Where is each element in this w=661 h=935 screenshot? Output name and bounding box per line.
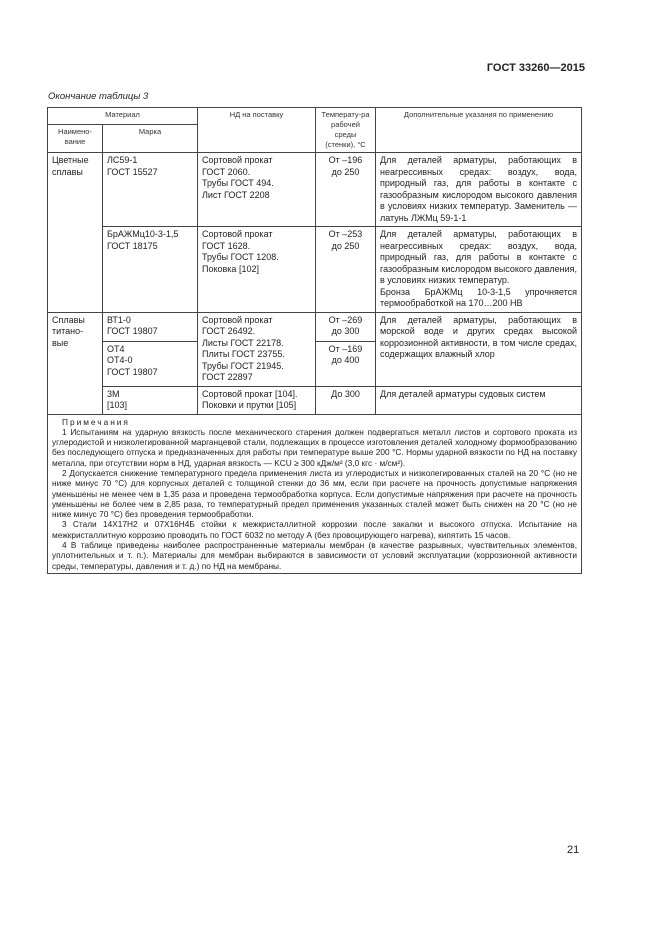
nd-cell: Сортовой прокат ГОСТ 26492. Листы ГОСТ 22178. Плиты ГОСТ 23755. Трубы ГОСТ 21945. ГОСТ 22897 bbox=[198, 312, 316, 386]
nd-cell: Сортовой прокат [104]. Поковки и прутки [105] bbox=[198, 386, 316, 414]
temp-cell: От –196 до 250 bbox=[316, 153, 376, 227]
table-row bbox=[48, 227, 582, 313]
grade-cell: ВТ1-0 ГОСТ 19807 bbox=[103, 312, 198, 341]
table-row bbox=[48, 312, 582, 341]
standard-number: ГОСТ 33260—2015 bbox=[486, 62, 585, 74]
table-caption: Окончание таблицы 3 bbox=[48, 91, 149, 102]
notes-title: Примечания bbox=[62, 416, 130, 427]
nd-cell: Сортовой прокат ГОСТ 2060. Трубы ГОСТ 494. Лист ГОСТ 2208 bbox=[198, 153, 316, 227]
note-1: 1 Испытаниям на ударную вязкость после механического старения должен подвергаться металл листов и сортового проката из углеродистой и низколегированной марганцевой стали, подлежащих в процессе изготовления деталей холодному формообразованию без последующего отпуска и предназначенных для работы при температуре выше 200 °С. Нормы ударной вязкости по НД на поставку металла, при отсутствии норм в НД, ударная вязкость — KCU ≥ 300 кДж/м² (3,0 кгс · м/см²). bbox=[52, 426, 577, 468]
temp-cell: До 300 bbox=[316, 386, 376, 414]
header-notes: Дополнительные указания по применению bbox=[376, 108, 582, 153]
note-4: 4 В таблице приведены наиболее распространенные материалы мембран (в качестве разрывных, чувствительных элементов, уплотнительных и т. п.). Материалы для мембран выбираются в зависимости от условий эксплуатации (коррозионной активности среды, температуры, давления и т. д.) по НД на мембраны. bbox=[52, 540, 577, 571]
header-temp: Температу-ра рабочей среды (стенки), °С bbox=[316, 108, 376, 153]
material-name: Цветные сплавы bbox=[48, 153, 103, 313]
header-name: Наимено-вание bbox=[48, 124, 103, 152]
page-number: 21 bbox=[567, 844, 580, 856]
temp-cell: От –269 до 300 bbox=[316, 312, 376, 341]
nd-cell: Сортовой прокат ГОСТ 1628. Трубы ГОСТ 1208. Поковка [102] bbox=[198, 227, 316, 313]
notes-row bbox=[48, 414, 582, 573]
grade-cell: БрАЖМц10-3-1,5 ГОСТ 18175 bbox=[103, 227, 198, 313]
materials-table bbox=[47, 107, 582, 574]
note-cell: Для деталей арматуры, работающих в неагрессивных средах: воздух, вода, природный газ, для работы в контакте с газообразным кислородом высокого давления в условиях низких температур. Заменитель — латунь ЛЖМц 59-1-1 bbox=[376, 153, 582, 227]
header-grade: Марка bbox=[103, 124, 198, 152]
temp-cell: От –169 до 400 bbox=[316, 341, 376, 386]
material-name: Сплавы титано-вые bbox=[48, 312, 103, 414]
header-material: Материал bbox=[48, 108, 198, 125]
note-cell: Для деталей арматуры, работающих в морской воде и других средах высокой коррозионной активности, в том числе средах, содержащих влажный хлор bbox=[376, 312, 582, 386]
note-cell: Для деталей арматуры, работающих в неагрессивных средах: воздух, вода, природный газ, для работы в контакте с газообразным кислородом высокого давления, в условиях низких температур. Бронза БрАЖМц 10-3-1,5 упрочняется термообработкой на 170…200 НВ bbox=[376, 227, 582, 313]
grade-cell: 3М [103] bbox=[103, 386, 198, 414]
notes-block bbox=[48, 414, 582, 573]
note-2: 2 Допускается снижение температурного предела применения листа из углеродистых и низколегированных сталей на 20 °С (но не ниже минус 70 °С) для корпусных деталей с толщиной стенки до 36 мм, если при расчете на прочность допустимые напряжения уменьшены не менее чем в 1,35 раза и проведена термообработка корпуса. Если допустимые напряжения при расчете на прочность уменьшены не более чем в 2,85 раза, то температурный предел применения указанных сталей может быть снижен на 20 °С (но не ниже минус 70 °С) без проведения термообработки. bbox=[52, 467, 577, 520]
header-nd: НД на поставку bbox=[198, 108, 316, 153]
temp-cell: От –253 до 250 bbox=[316, 227, 376, 313]
table-row bbox=[48, 386, 582, 414]
grade-cell: ЛС59-1 ГОСТ 15527 bbox=[103, 153, 198, 227]
note-cell: Для деталей арматуры судовых систем bbox=[376, 386, 582, 414]
table-row bbox=[48, 153, 582, 227]
grade-cell: ОТ4 ОТ4-0 ГОСТ 19807 bbox=[103, 341, 198, 386]
note-3: 3 Стали 14Х17Н2 и 07Х16Н4Б стойки к межкристаллитной коррозии после закалки и высокого отпуска. Испытание на межкристаллитную коррозию проводить по ГОСТ 6032 по методу А (без провоцирующего нагрева), кипятить 15 часов. bbox=[52, 519, 577, 540]
